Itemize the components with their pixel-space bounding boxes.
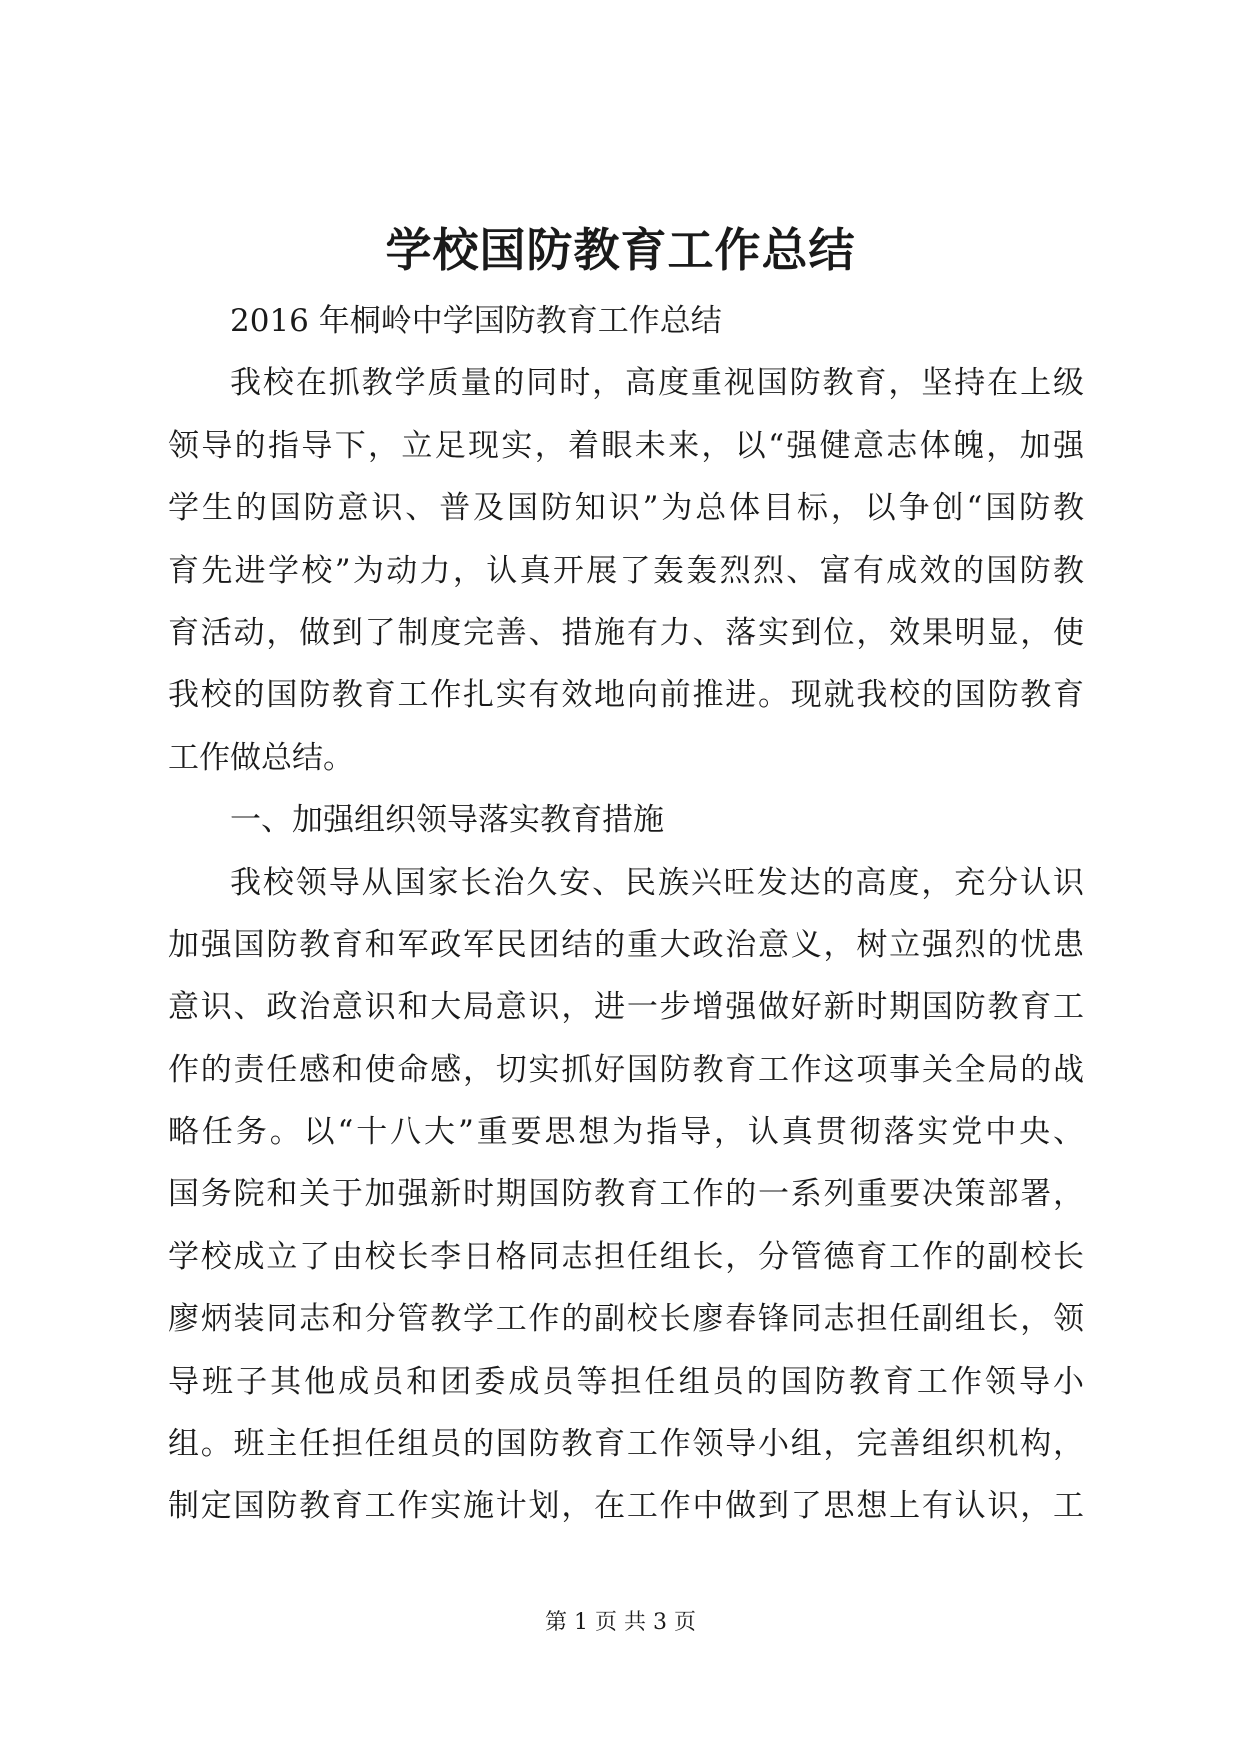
text-line: 加强国防教育和军政军民团结的重大政治意义，树立强烈的忧患: [168, 926, 1084, 963]
text-line: 领导的指导下，立足现实，着眼未来，以“强健意志体魄，加强: [168, 427, 1084, 464]
page-footer: 第 1 页 共 3 页: [545, 1610, 696, 1635]
text-line: 导班子其他成员和团委成员等担任组员的国防教育工作领导小: [168, 1363, 1084, 1400]
text-line: 廖炳装同志和分管教学工作的副校长廖春锋同志担任副组长，领: [168, 1301, 1084, 1338]
document-title: 学校国防教育工作总结: [385, 223, 856, 277]
text-line: 作的责任感和使命感，切实抓好国防教育工作这项事关全局的战: [168, 1051, 1084, 1088]
text-line: 育活动，做到了制度完善、措施有力、落实到位，效果明显，使: [168, 614, 1084, 651]
text-line: 学校成立了由校长李日格同志担任组长，分管德育工作的副校长: [168, 1238, 1084, 1275]
text-line: 学生的国防意识、普及国防知识”为总体目标，以争创“国防教: [168, 490, 1084, 527]
text-line: 工作做总结。: [168, 739, 354, 776]
document-body: [168, 290, 1084, 1538]
text-line: 2016 年桐岭中学国防教育工作总结: [230, 303, 722, 339]
text-line: 意识、政治意识和大局意识，进一步增强做好新时期国防教育工: [168, 989, 1084, 1026]
text-line: 略任务。以“十八大”重要思想为指导，认真贯彻落实党中央、: [168, 1114, 1084, 1151]
text-line: 我校的国防教育工作扎实有效地向前推进。现就我校的国防教育: [168, 677, 1084, 714]
text-line: 我校在抓教学质量的同时，高度重视国防教育，坚持在上级: [230, 365, 1084, 402]
text-line: 我校领导从国家长治久安、民族兴旺发达的高度，充分认识: [230, 864, 1084, 901]
text-line: 制定国防教育工作实施计划，在工作中做到了思想上有认识，工: [168, 1488, 1084, 1525]
text-line: 组。班主任担任组员的国防教育工作领导小组，完善组织机构，: [168, 1426, 1084, 1463]
text-line: 一、加强组织领导落实教育措施: [230, 802, 664, 839]
text-line: 育先进学校”为动力，认真开展了轰轰烈烈、富有成效的国防教: [168, 552, 1084, 589]
text-line: 国务院和关于加强新时期国防教育工作的一系列重要决策部署，: [168, 1176, 1084, 1213]
